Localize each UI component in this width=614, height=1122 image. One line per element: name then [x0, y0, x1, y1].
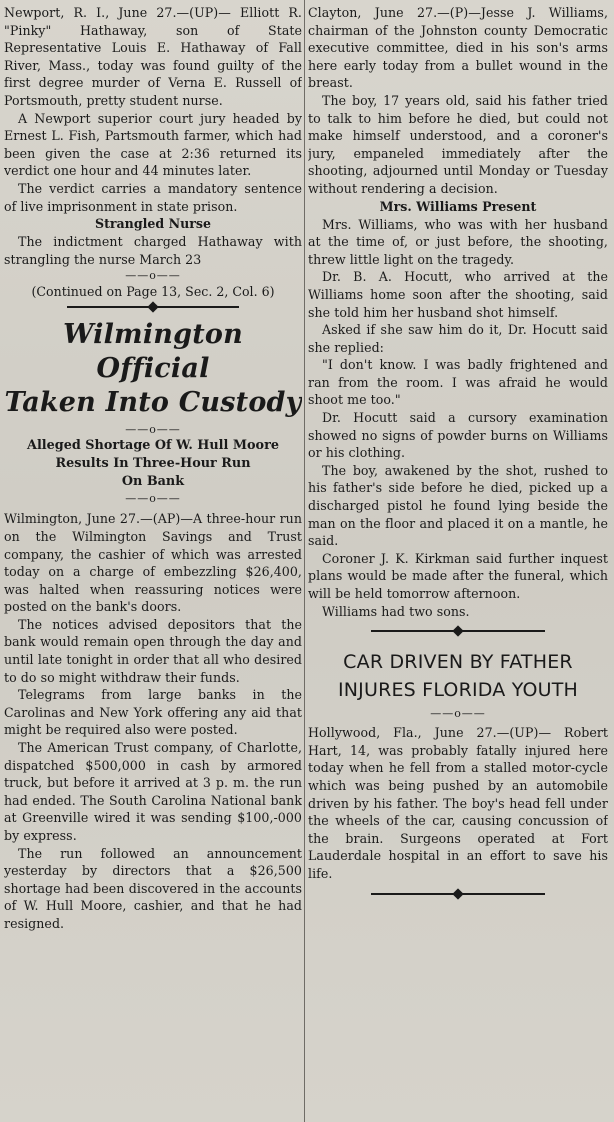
story-paragraph: The boy, 17 years old, said his father tried to talk to him before he died, but could not make himself understood, and a coroner's jury, empaneled immediately after the shooting, adjourned until Monday or Tuesday without rendering a decision. — [308, 92, 608, 196]
story-paragraph: The notices advised depositors that the bank would remain open through the day and until late tonight in order that all who desired to do so might withdraw their funds. — [4, 616, 302, 685]
story-paragraph: The indictment charged Hathaway with strangling the nurse March 23 — [4, 234, 302, 267]
story-paragraph: A Newport superior court jury headed by Ernest L. Fish, Partsmouth farmer, which had been given the case at 2:36 returned its verdict one hour and 44 minutes later. — [4, 110, 302, 179]
section-rule — [308, 887, 608, 901]
right-column — [308, 0, 608, 1122]
story-wilmington — [4, 314, 302, 932]
story-paragraph: Newport, R. I., June 27.—(UP)— Elliott R. "Pinky" Hathaway, son of State Representative Louis E. Hathaway of Fall River, Mass., today was found guilty of the first degree murder of Verna E. Russell of Portsmouth, pretty student nurse. — [4, 5, 302, 108]
story-paragraph: Dr. B. A. Hocutt, who arrived at the Williams home soon after the shooting, said she told him her husband shot himself. — [308, 269, 608, 320]
headline: INJURES FLORIDA YOUTH — [337, 679, 579, 702]
subhead: Strangled Nurse — [94, 216, 212, 232]
story-williams — [308, 0, 608, 620]
story-paragraph: Dr. Hocutt said a cursory examination showed no signs of powder burns on Williams or his clothing. — [308, 410, 608, 461]
story-hart — [308, 638, 608, 882]
left-column — [4, 0, 302, 1122]
story-paragraph: The verdict carries a mandatory sentence of live imprisonment in state prison. — [4, 180, 302, 214]
story-paragraph: The boy, awakened by the shot, rushed to his father's side before he died, picked up a discharged pistol he found lying beside the man on the floor and placed it on a mantle, he said. — [308, 462, 608, 549]
headline: Wilmington Official — [63, 319, 243, 385]
subhead: Mrs. Williams Present — [379, 198, 537, 214]
section-rule — [308, 624, 608, 638]
continued-note: (Continued on Page 13, Sec. 2, Col. 6) — [31, 284, 275, 300]
story-paragraph: The run followed an announcement yesterday by directors that a $26,500 shortage had been discovered in the accounts of W. Hull Moore, cashier, and that he had resigned. — [4, 845, 302, 931]
story-paragraph: Wilmington, June 27.—(AP)—A three-hour run on the Wilmington Savings and Trust company, the cashier of which was arrested today on a charge of embezzling $26,400, was halted when reassuring notices were posted on the bank's doors. — [4, 511, 302, 615]
deck: On Bank — [121, 474, 185, 490]
story-paragraph: Telegrams from large banks in the Carolinas and New York offering any aid that might be required also were posted. — [4, 687, 302, 738]
story-paragraph: The American Trust company, of Charlotte, dispatched $500,000 in cash by armored truck, but before it arrived at 3 p. m. the run had ended. The South Carolina National bank at Greenville wired it was sending $100,-000 by express. — [4, 740, 302, 843]
story-paragraph: Asked if she saw him do it, Dr. Hocutt said she replied: — [308, 322, 608, 355]
separator: ——o—— — [125, 423, 181, 437]
story-paragraph: "I don't know. I was badly frightened and ran from the room. I was afraid he would shoot me too." — [308, 357, 608, 408]
story-paragraph: Mrs. Williams, who was with her husband at the time of, or just before, the shooting, threw little light on the tragedy. — [308, 216, 608, 267]
story-paragraph: Clayton, June 27.—(P)—Jesse J. Williams, chairman of the Johnston county Democratic executive committee, died in his son's arms here early today from a bullet wound in the breast. — [308, 5, 608, 91]
separator: ——o—— — [125, 269, 181, 283]
headline: CAR DRIVEN BY FATHER — [343, 651, 573, 674]
deck: Alleged Shortage Of W. Hull Moore — [27, 438, 279, 454]
story-paragraph: Williams had two sons. — [322, 603, 470, 619]
story-hathaway — [4, 0, 302, 300]
separator: ——o—— — [125, 492, 181, 506]
column-rule — [304, 0, 305, 1122]
story-paragraph: Hollywood, Fla., June 27.—(UP)— Robert Hart, 14, was probably fatally injured here today when he fell from a stalled motor-cycle which was being pushed by an automobile driven by his father. The boy's head fell under the wheels of the car, causing concussion of the brain. Surgeons operated at Fort Lauderdale hospital in an effort to save his life. — [308, 725, 608, 881]
section-rule — [4, 300, 302, 314]
headline: Taken Into Custody — [4, 387, 302, 419]
deck: Results In Three-Hour Run — [55, 456, 251, 472]
separator: ——o—— — [430, 707, 486, 721]
story-paragraph: Coroner J. K. Kirkman said further inquest plans would be made after the funeral, which will be held tomorrow afternoon. — [308, 550, 608, 601]
